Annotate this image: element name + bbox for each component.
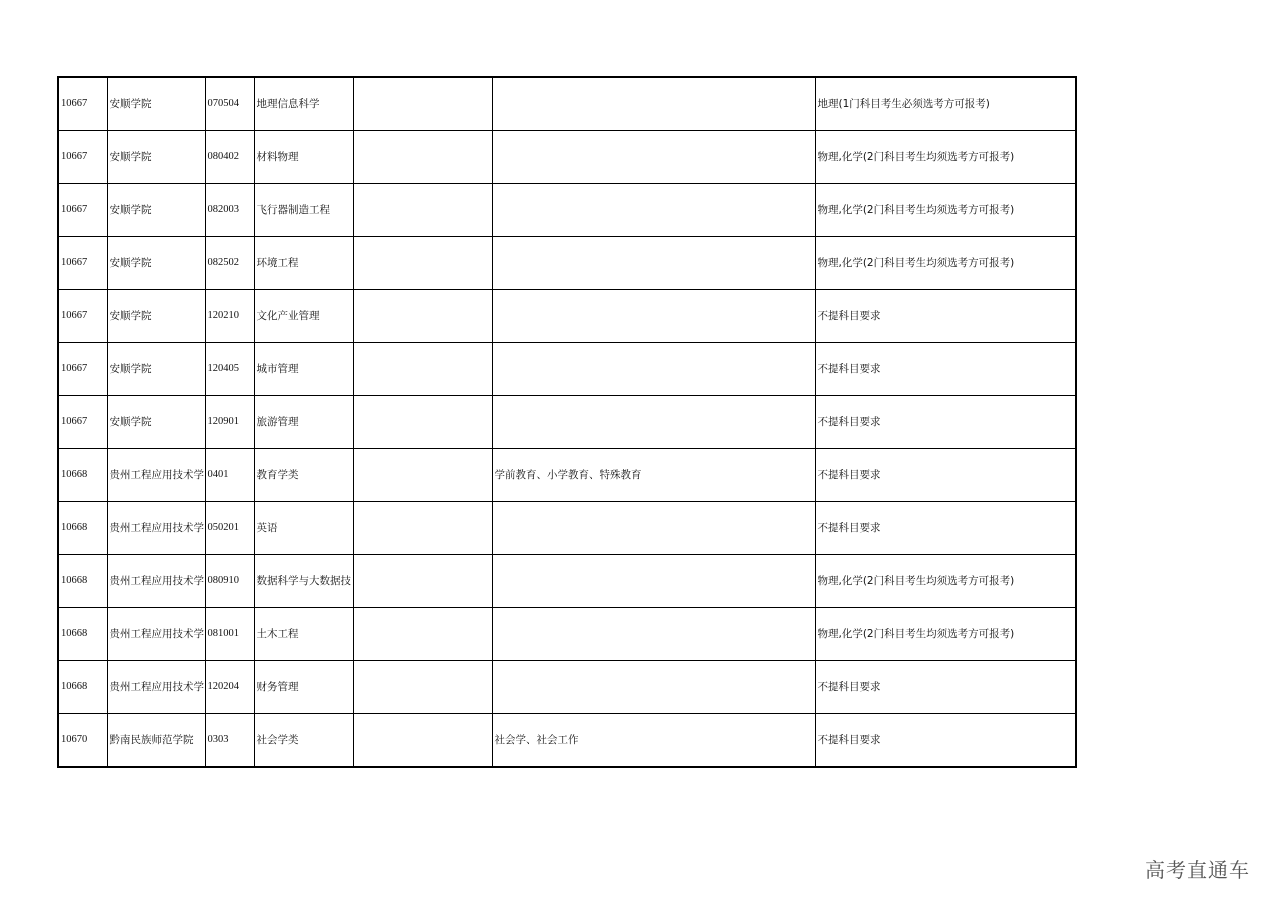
- major-name-cell: 财务管理: [254, 661, 353, 714]
- major-name-cell: 社会学类: [254, 714, 353, 768]
- note-cell: [353, 555, 492, 608]
- included-majors-cell: [492, 237, 815, 290]
- subject-requirement-cell: 物理,化学(2门科目考生均须选考方可报考): [815, 608, 1076, 661]
- school-name-cell: 安顺学院: [107, 396, 205, 449]
- major-code-cell: 080910: [205, 555, 254, 608]
- subject-requirement-cell: 不提科目要求: [815, 714, 1076, 768]
- school-code-cell: 10667: [58, 184, 107, 237]
- major-code-cell: 0303: [205, 714, 254, 768]
- note-cell: [353, 290, 492, 343]
- note-cell: [353, 608, 492, 661]
- table-row: [58, 184, 1076, 237]
- subject-requirement-cell: 物理,化学(2门科目考生均须选考方可报考): [815, 237, 1076, 290]
- major-name-cell: 教育学类: [254, 449, 353, 502]
- school-code-cell: 10668: [58, 449, 107, 502]
- note-cell: [353, 77, 492, 131]
- note-cell: [353, 343, 492, 396]
- included-majors-cell: [492, 502, 815, 555]
- subject-requirement-cell: 物理,化学(2门科目考生均须选考方可报考): [815, 184, 1076, 237]
- subject-requirement-cell: 不提科目要求: [815, 449, 1076, 502]
- subject-requirement-cell: 物理,化学(2门科目考生均须选考方可报考): [815, 555, 1076, 608]
- included-majors-cell: [492, 555, 815, 608]
- major-name-cell: 材料物理: [254, 131, 353, 184]
- included-majors-cell: [492, 661, 815, 714]
- spreadsheet-page: [57, 76, 1075, 768]
- major-code-cell: 081001: [205, 608, 254, 661]
- subject-requirement-cell: 物理,化学(2门科目考生均须选考方可报考): [815, 131, 1076, 184]
- school-name-cell: 贵州工程应用技术学: [107, 608, 205, 661]
- school-code-cell: 10668: [58, 555, 107, 608]
- school-name-cell: 安顺学院: [107, 131, 205, 184]
- major-code-cell: 120901: [205, 396, 254, 449]
- subject-requirement-cell: 不提科目要求: [815, 343, 1076, 396]
- subject-requirement-cell: 地理(1门科目考生必须选考方可报考): [815, 77, 1076, 131]
- school-code-cell: 10667: [58, 290, 107, 343]
- table-body: [58, 77, 1076, 767]
- major-code-cell: 120405: [205, 343, 254, 396]
- included-majors-cell: [492, 343, 815, 396]
- major-name-cell: 飞行器制造工程: [254, 184, 353, 237]
- major-name-cell: 城市管理: [254, 343, 353, 396]
- school-name-cell: 贵州工程应用技术学: [107, 661, 205, 714]
- major-name-cell: 土木工程: [254, 608, 353, 661]
- major-code-cell: 070504: [205, 77, 254, 131]
- major-name-cell: 文化产业管理: [254, 290, 353, 343]
- subject-requirements-table: [57, 76, 1077, 768]
- included-majors-cell: 学前教育、小学教育、特殊教育: [492, 449, 815, 502]
- major-name-cell: 数据科学与大数据技: [254, 555, 353, 608]
- table-row: [58, 449, 1076, 502]
- note-cell: [353, 714, 492, 768]
- school-name-cell: 安顺学院: [107, 184, 205, 237]
- school-code-cell: 10667: [58, 237, 107, 290]
- major-code-cell: 050201: [205, 502, 254, 555]
- table-row: [58, 502, 1076, 555]
- note-cell: [353, 237, 492, 290]
- subject-requirement-cell: 不提科目要求: [815, 661, 1076, 714]
- included-majors-cell: [492, 77, 815, 131]
- table-row: [58, 77, 1076, 131]
- table-row: [58, 714, 1076, 768]
- table-row: [58, 555, 1076, 608]
- table-row: [58, 343, 1076, 396]
- school-name-cell: 黔南民族师范学院: [107, 714, 205, 768]
- school-code-cell: 10668: [58, 661, 107, 714]
- major-code-cell: 120204: [205, 661, 254, 714]
- school-name-cell: 安顺学院: [107, 290, 205, 343]
- major-name-cell: 地理信息科学: [254, 77, 353, 131]
- major-code-cell: 082502: [205, 237, 254, 290]
- school-code-cell: 10667: [58, 396, 107, 449]
- note-cell: [353, 661, 492, 714]
- major-code-cell: 120210: [205, 290, 254, 343]
- included-majors-cell: [492, 608, 815, 661]
- major-name-cell: 旅游管理: [254, 396, 353, 449]
- school-name-cell: 安顺学院: [107, 237, 205, 290]
- note-cell: [353, 396, 492, 449]
- school-name-cell: 贵州工程应用技术学: [107, 555, 205, 608]
- school-code-cell: 10667: [58, 77, 107, 131]
- note-cell: [353, 184, 492, 237]
- school-name-cell: 贵州工程应用技术学: [107, 502, 205, 555]
- note-cell: [353, 131, 492, 184]
- table-row: [58, 608, 1076, 661]
- table-row: [58, 237, 1076, 290]
- subject-requirement-cell: 不提科目要求: [815, 290, 1076, 343]
- school-code-cell: 10668: [58, 502, 107, 555]
- school-name-cell: 安顺学院: [107, 77, 205, 131]
- school-code-cell: 10667: [58, 343, 107, 396]
- school-name-cell: 安顺学院: [107, 343, 205, 396]
- table-row: [58, 290, 1076, 343]
- major-code-cell: 082003: [205, 184, 254, 237]
- subject-requirement-cell: 不提科目要求: [815, 396, 1076, 449]
- included-majors-cell: [492, 184, 815, 237]
- subject-requirement-cell: 不提科目要求: [815, 502, 1076, 555]
- watermark-text: 高考直通车: [1145, 858, 1250, 882]
- note-cell: [353, 502, 492, 555]
- table-row: [58, 661, 1076, 714]
- school-code-cell: 10668: [58, 608, 107, 661]
- school-name-cell: 贵州工程应用技术学: [107, 449, 205, 502]
- note-cell: [353, 449, 492, 502]
- table-row: [58, 131, 1076, 184]
- school-code-cell: 10670: [58, 714, 107, 768]
- included-majors-cell: [492, 290, 815, 343]
- major-name-cell: 英语: [254, 502, 353, 555]
- included-majors-cell: [492, 396, 815, 449]
- included-majors-cell: 社会学、社会工作: [492, 714, 815, 768]
- major-code-cell: 0401: [205, 449, 254, 502]
- major-name-cell: 环境工程: [254, 237, 353, 290]
- major-code-cell: 080402: [205, 131, 254, 184]
- school-code-cell: 10667: [58, 131, 107, 184]
- included-majors-cell: [492, 131, 815, 184]
- table-row: [58, 396, 1076, 449]
